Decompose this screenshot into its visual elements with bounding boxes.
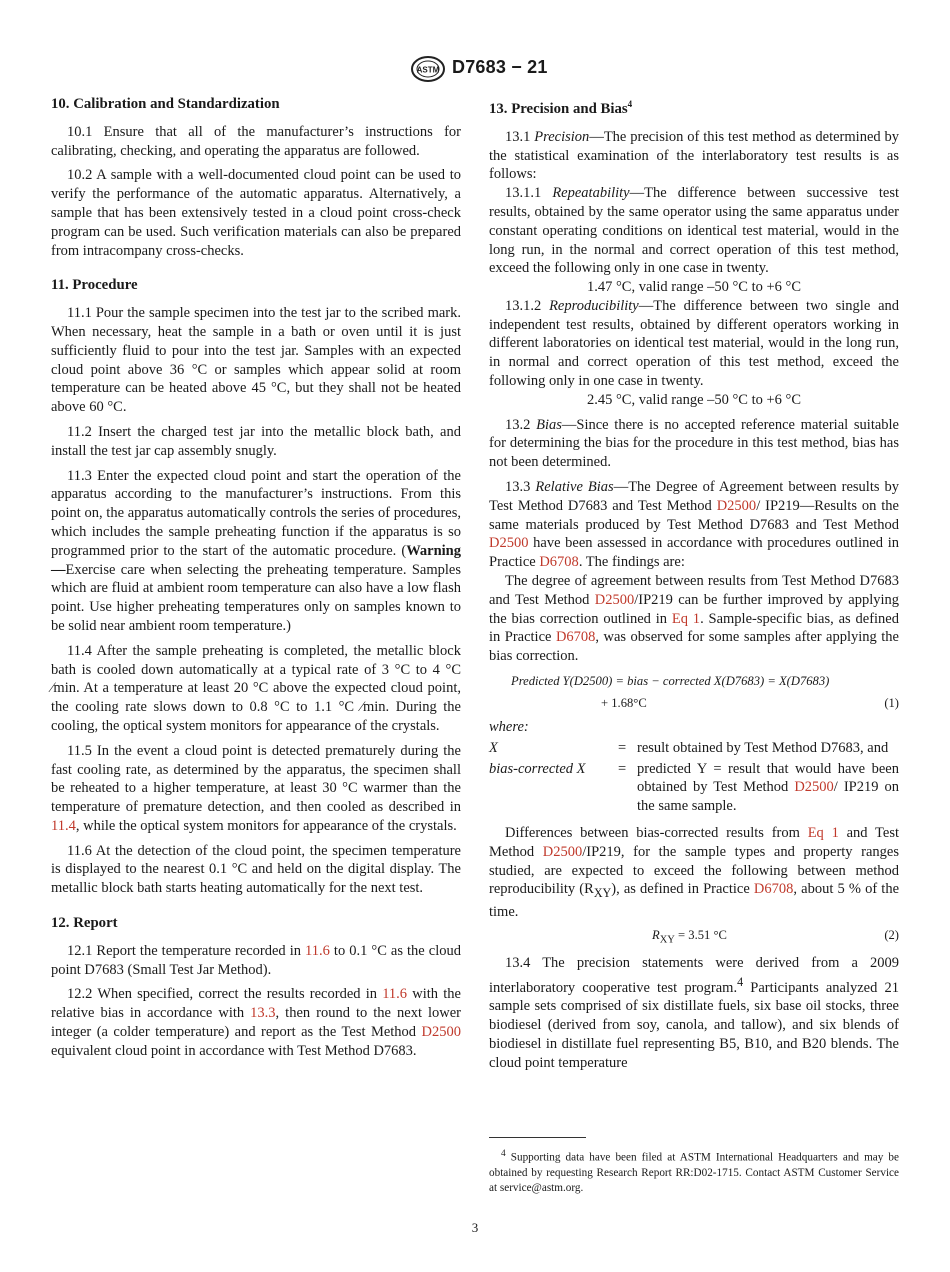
para-11-5: 11.5 In the event a cloud point is detected prematurely during the fast cooling rate, as determined by the apparatus, the specimen shall be reheated to a higher temperature, at least 30 °C warmer than the temperature of premature detection, and then cooled as described in 11.4, while the optical system monitors for appearance of the crystals. (51, 742, 461, 834)
section-12-title: 12. Report (51, 915, 118, 932)
logo-text: ASTM (416, 65, 440, 75)
page-number: 3 (471, 1220, 479, 1235)
footnote-ref: 4 (627, 99, 633, 109)
para-13-3: 13.3 Relative Bias—The Degree of Agreement between results by Test Method D7683 and Test Method D2500/ IP219—Results on the same materials produced by Test Method D7683 and Test Method D2500 have been assessed in accordance with procedures outlined in Practice D6708. The findings are: (489, 479, 900, 571)
ref-link-13-3[interactable]: 13.3 (250, 1005, 276, 1022)
ref-link-d6708[interactable]: D6708 (539, 554, 579, 571)
ref-link-eq-1[interactable]: Eq 1 (807, 825, 839, 842)
para-12-2: 12.2 When specified, correct the results recorded in 11.6 with the relative bias in accordance with 13.3, then round to the next lower integer (a colder temperature) and report as the Test Method D2500 equivalent cloud point in accordance with Test Method D7683. (51, 986, 461, 1059)
page-header (0, 56, 950, 84)
ref-link-eq-1[interactable]: Eq 1 (671, 610, 701, 627)
equation-2: $R_{XY} = 3.51$ °C (2) (652, 927, 899, 946)
equation-1-constant: + 1.68°C (601, 696, 647, 711)
equation-1-line-2 (489, 694, 899, 714)
document-designation: D7683 − 21 (452, 57, 548, 77)
para-differences: Differences between bias-corrected results from Eq 1 and Test Method D2500/IP219, for the sample types and property ranges studied, are expected to exceed the following between method reproducibility $(R_{XY})$, as defined in Practice D6708, about 5 % of the time. (489, 825, 900, 921)
warning-label: Warning— (51, 542, 461, 578)
para-10-2: 10.2 A sample with a well-documented cloud point can be used to verify the performance of the automatic apparatus. Alternatively, a sample that has been extensively tested in a cloud point cross-check program can be used. Such verification materials can also be prepared from intracompany cross-checks. (51, 167, 461, 259)
ref-link-11-6[interactable]: 11.6 (382, 986, 408, 1003)
para-12-1: 12.1 Report the temperature recorded in 11.6 to 0.1 °C as the cloud point D7683 (Small Test Jar Method). (51, 942, 461, 978)
astm-logo-icon (410, 56, 446, 82)
ref-link-d2500[interactable]: D2500 (421, 1024, 461, 1041)
section-11-title: 11. Procedure (51, 277, 138, 294)
definition-bias-corrected-x: bias-corrected X = predicted Y = result that would have been obtained by Test Method D2500/ IP219 on the same sample. (489, 760, 900, 815)
para-11-2: 11.2 Insert the charged test jar into the metallic block bath, and install the test jar cap assembly snugly. (51, 423, 461, 459)
equation-1-number: (1) (884, 696, 899, 711)
left-column (51, 92, 461, 1067)
repeatability-value: 1.47 °C, valid range –50 °C to +6 °C (586, 279, 802, 296)
ref-link-d6708[interactable]: D6708 (555, 629, 596, 646)
ref-link-d6708[interactable]: D6708 (753, 881, 794, 898)
para-10-1: 10.1 Ensure that all of the manufacturer’s instructions for calibrating, checking, and operating the apparatus are followed. (51, 123, 461, 159)
section-10-title: 10. Calibration and Standardization (51, 96, 280, 112)
section-13-title: 13. Precision and Bias$^4$ (489, 99, 633, 117)
equation-1-line-1 (489, 672, 899, 692)
para-degree-agreement: The degree of agreement between results from Test Method D7683 and Test Method D2500/IP219 can be further improved by applying the bias correction outlined in Eq 1. Sample-specific bias, as defined in Practice D6708, was observed for some samples after applying the bias correction. (489, 573, 899, 665)
para-11-4: 11.4 After the sample preheating is completed, the metallic block bath is cooled down automatically at a typical rate of 3 °C to 4 °C ⁄min. At a temperature at least 20 °C above the expected cloud point, the cooling rate slows down to 0.8 °C to 1.1 °C ⁄min. During the cooling, the optical system monitors for appearance of the crystals. (51, 642, 461, 734)
ref-link-11-6[interactable]: 11.6 (305, 942, 330, 959)
ref-link-d2500[interactable]: D2500 (716, 497, 757, 514)
para-11-1: 11.1 Pour the sample specimen into the test jar to the scribed mark. When necessary, heat the sample in a bath or oven until it is just sufficiently fluid to pour into the test jar. Samples with an expected cloud point above 36 °C or samples which appear solid at room temperature can be heated above 45 °C, but they shall not be heated above 60 °C. (51, 305, 461, 416)
ref-link-d2500[interactable]: D2500 (594, 591, 635, 608)
footnote-ref: 4 (737, 974, 744, 989)
where-label: where: (489, 719, 529, 736)
para-13-1: 13.1 Precision—The precision of this test method as determined by the statistical examination of the interlaboratory test results is as follows: (489, 128, 900, 183)
para-13-1-1: 13.1.1 Repeatability—The difference between successive test results, obtained by the same operator using the same apparatus under constant operating conditions on identical test material, would in the long run, in the normal and correct operation of this test method, exceed the following only in one case in twenty. (489, 185, 900, 277)
reproducibility-value: 2.45 °C, valid range –50 °C to +6 °C (586, 391, 802, 408)
ref-link-d2500[interactable]: D2500 (542, 843, 583, 860)
para-13-4: 13.4 The precision statements were derived from a 2009 interlaboratory cooperative test program.$^4$ Participants analyzed 21 sample sets comprised of six distillate fuels, six base oil stocks, three biodiesel (derived from soy, canola, and tallow), and six blends of biodiesel in distillate fuel representing B5, B10, and B20 blends. The cloud point temperature (489, 954, 900, 1071)
ref-link-d2500[interactable]: D2500 (489, 535, 529, 552)
footnote-divider (489, 1137, 586, 1138)
definition-x: X = result obtained by Test Method D7683, and (489, 739, 889, 756)
ref-link-11-4[interactable]: 11.4 (51, 817, 76, 834)
ref-link-d2500[interactable]: D2500 (794, 779, 834, 796)
para-11-3: 11.3 Enter the expected cloud point and start the operation of the apparatus according to the manufacturer’s instructions. From this point on, the apparatus automatically controls the series of procedures, which includes the sample preheating function if the apparatus is so programmed prior to the start of the automatic procedure. (Warning—Exercise care when selecting the preheating temperature. Samples which are fluid at ambient room temperature can also have a low flash point. Use higher preheating temperatures only on samples known to be solid near ambient room temperature.) (51, 467, 461, 634)
right-column (489, 92, 899, 1079)
para-11-6: 11.6 At the detection of the cloud point, the specimen temperature is displayed to the nearest 0.1 °C and held on the digital display. The metallic block bath starts heating automatically for the next test. (51, 842, 461, 897)
equation-2-number: (2) (884, 927, 899, 942)
para-13-2: 13.2 Bias—Since there is no accepted reference material suitable for determining the bias for the procedure in this test method, bias has not been determined. (489, 416, 899, 471)
para-13-1-2: 13.1.2 Reproducibility—The difference between two single and independent test results, obtained by different operators working in different laboratories on identical test material, would in the long run, in normal and correct operation of this test method, exceed the following only in one case in twenty. (489, 297, 900, 390)
equation-1-text: Predicted Y(D2500) = bias − corrected X(D7683) = X(D7683) (511, 674, 830, 689)
footnote-4: $^4$ Supporting data have been filed at ASTM International Headquarters and may be obtained by requesting Research Report RR:D02-1715. Contact ASTM Customer Service at service@astm.org. (489, 1149, 899, 1194)
